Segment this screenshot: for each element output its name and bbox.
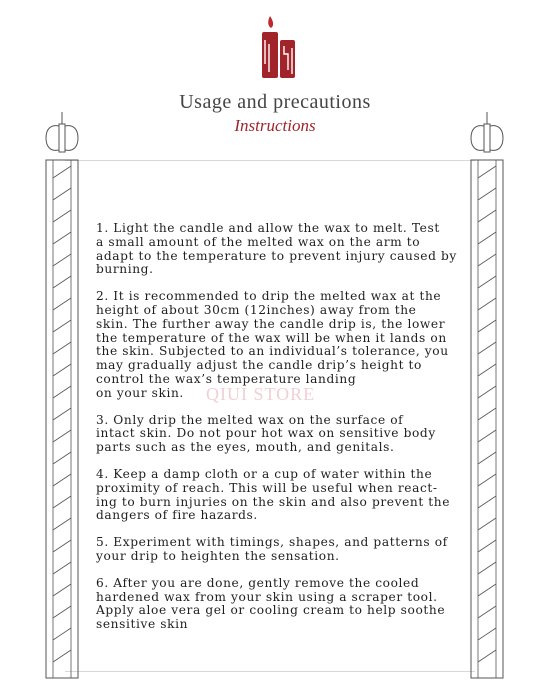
instruction-item: 2. It is recommended to drip the melted wax at the height of about 30cm (12inches) away from the skin. The further away the candle drip is, the lower the temperature of the wax will be when it lands on the skin. Subjected to an individual’s tolerance, you may gradually adjust the candle drip’s height to control the wax’s temperature landing on your skin. — [96, 289, 449, 400]
instruction-item: 1. Light the candle and allow the wax to melt. Test a small amount of the melted wax on the arm to adapt to the temperature to prevent injury caused by burning. — [96, 221, 457, 277]
instruction-item: 3. Only drip the melted wax on the surface of intact skin. Do not pour hot wax on sensitive body parts such as the eyes, mouth, and genitals. — [96, 412, 436, 455]
page-title: Usage and precautions — [179, 91, 371, 113]
instruction-item: 5. Experiment with timings, shapes, and patterns of your drip to heighten the sensation. — [96, 535, 448, 563]
instructions-list — [96, 222, 462, 645]
instruction-item: 6. After you are done, gently remove the cooled hardened wax from your skin using a scraper tool. Apply aloe vera gel or cooling cream to help soothe sensitive skin — [96, 575, 446, 632]
instruction-item: 4. Keep a damp cloth or a cup of water within the proximity of reach. This will be useful when react- ing to burn injuries on the skin and also prevent the dangers of fire hazards. — [96, 466, 451, 523]
watermark: QIUI STORE — [206, 384, 316, 404]
right-scroll-pole — [467, 112, 507, 682]
axe-head-icon — [471, 112, 503, 152]
axe-head-icon — [46, 112, 78, 152]
left-scroll-pole — [42, 112, 82, 682]
page-subtitle: Instructions — [234, 116, 316, 135]
candle-logo-icon — [258, 14, 298, 80]
